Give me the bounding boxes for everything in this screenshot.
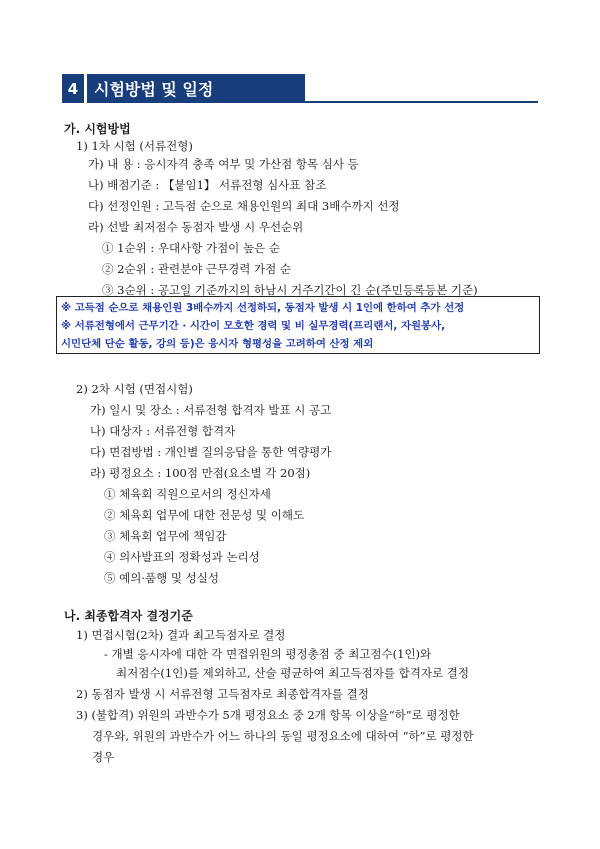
decision-line: - 개별 응시자에 대한 각 면접위원의 평정총점 중 최고점수(1인)와 <box>104 647 432 661</box>
round2-item: 나) 대상자 : 서류전형 합격자 <box>90 424 236 438</box>
evaluation-factor: ③ 체육회 업무에 책임감 <box>104 529 227 543</box>
round1-item: 가) 내 용 : 응시자격 충족 여부 및 가산점 항목 심사 등 <box>88 157 359 171</box>
notice-line: ※ 고득점 순으로 채용인원 3배수까지 선정하되, 동점자 발생 시 1인에 한하여 추가 선정 <box>61 302 465 314</box>
round1-item: 라) 선발 최저점수 동점자 발생 시 우선순위 <box>88 220 304 234</box>
section-number: 4 <box>62 74 84 103</box>
evaluation-factor: ② 체육회 업무에 대한 전문성 및 이해도 <box>104 508 305 522</box>
notice-box <box>56 296 540 354</box>
priority-item: ② 2순위 : 관련분야 근무경력 가점 순 <box>102 262 292 276</box>
round2-item: 라) 평정요소 : 100점 만점(요소별 각 20점) <box>90 466 311 480</box>
header-underline <box>87 101 538 103</box>
evaluation-factor: ⑤ 예의·품행 및 성실성 <box>104 571 219 585</box>
section-title: 시험방법 및 일정 <box>87 74 305 103</box>
decision-line: 최저점수(1인)를 제외하고, 산술 평균하여 최고득점자를 합격자로 결정 <box>116 666 469 680</box>
part-a-heading: 가. 시험방법 <box>64 122 131 136</box>
notice-line: 시민단체 단순 활동, 강의 등)은 응시자 형평성을 고려하여 산정 제외 <box>61 338 374 350</box>
round2-item: 다) 면접방법 : 개인별 질의응답을 통한 역량평가 <box>90 445 332 459</box>
decision-line: 3) (불합격) 위원의 과반수가 5개 평정요소 중 2개 항목 이상을“하”로 평정한 <box>76 708 460 722</box>
round1-item: 다) 선정인원 : 고득점 순으로 채용인원의 최대 3배수까지 선정 <box>88 199 400 213</box>
evaluation-factor: ④ 의사발표의 정확성과 논리성 <box>104 550 260 564</box>
priority-item: ③ 3순위 : 공고일 기준까지의 하남시 거주기간이 긴 순(주민등록등본 기준) <box>102 283 478 297</box>
round2-item: 가) 일시 및 장소 : 서류전형 합격자 발표 시 공고 <box>90 403 332 417</box>
round1-item: 나) 배점기준 : 【붙임1】 서류전형 심사표 참조 <box>88 178 327 192</box>
priority-item: ① 1순위 : 우대사항 가점이 높은 순 <box>102 241 280 255</box>
decision-line: 2) 동점자 발생 시 서류전형 고득점자로 최종합격자를 결정 <box>76 687 369 701</box>
decision-line: 경우와, 위원의 과반수가 어느 하나의 동일 평정요소에 대하여 “하”로 평정한 <box>92 729 474 743</box>
evaluation-factor: ① 체육회 직원으로서의 정신자세 <box>104 487 271 501</box>
notice-line: ※ 서류전형에서 근무기간 · 시간이 모호한 경력 및 비 실무경력(프리랜서, 자원봉사, <box>61 320 446 332</box>
part-b-heading: 나. 최종합격자 결정기준 <box>64 609 193 623</box>
round2-title: 2) 2차 시험 (면접시험) <box>76 382 193 396</box>
decision-line: 경우 <box>92 750 115 764</box>
section-header <box>62 74 538 103</box>
round1-title: 1) 1차 시험 (서류전형) <box>76 139 193 153</box>
decision-line: 1) 면접시험(2차) 결과 최고득점자로 결정 <box>76 628 286 642</box>
